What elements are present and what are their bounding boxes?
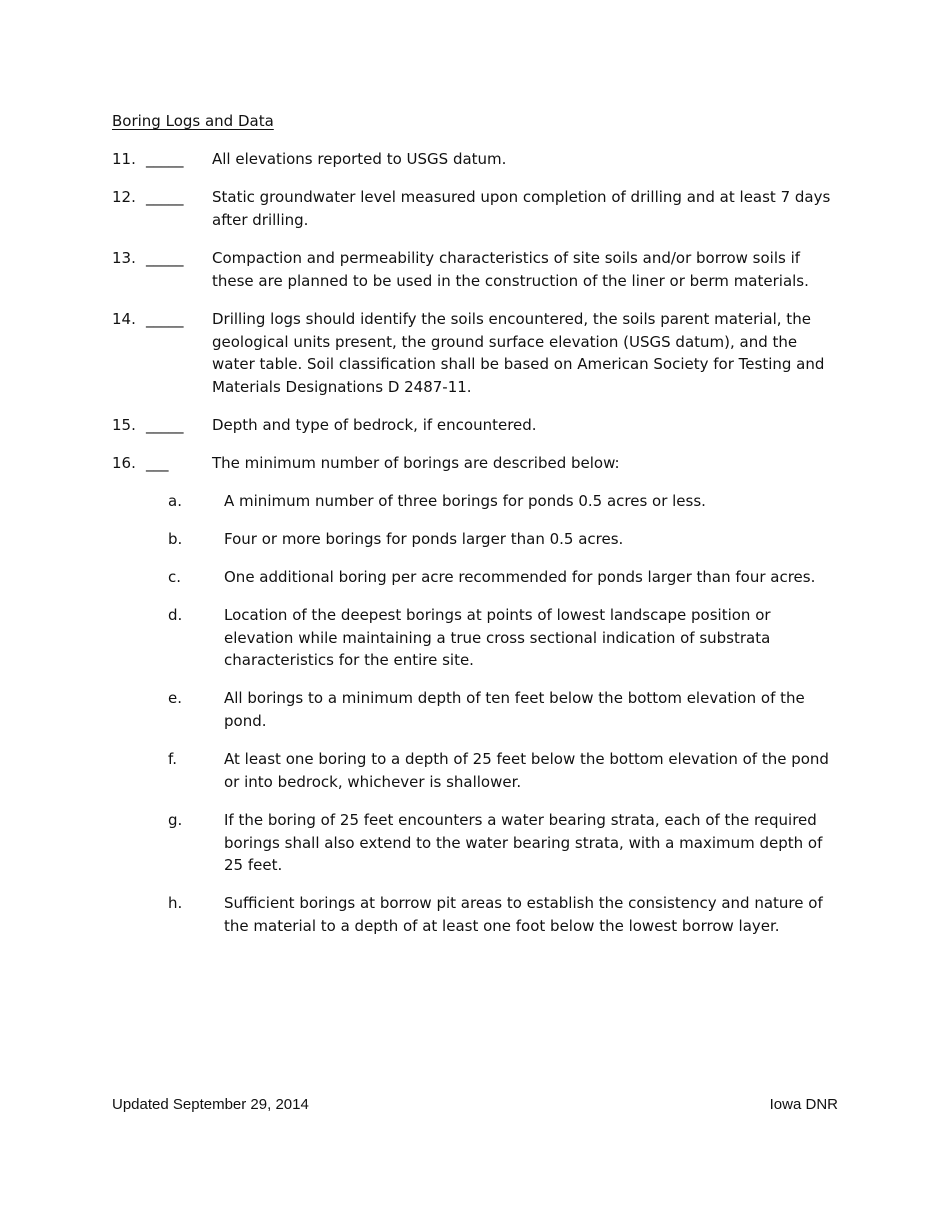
subitem-text: At least one boring to a depth of 25 feet below the bottom elevation of the pond or into bedrock, whichever is shallower. bbox=[224, 750, 829, 791]
subitem-text: Sufficient borings at borrow pit areas to establish the consistency and nature of the material to a depth of at least one foot below the lowest borrow layer. bbox=[224, 894, 823, 935]
subitem-letter: f. bbox=[168, 750, 177, 768]
item-number: 13. bbox=[112, 249, 136, 267]
subitem-letter: g. bbox=[168, 811, 183, 829]
subitem-letter: e. bbox=[168, 689, 182, 707]
subitem-letter: d. bbox=[168, 606, 183, 624]
check-blank: _____ bbox=[146, 150, 184, 168]
footer-agency: Iowa DNR bbox=[769, 1096, 838, 1113]
subitem-text: If the boring of 25 feet encounters a water bearing strata, each of the required borings shall also extend to the water bearing strata, with a maximum depth of 25 feet. bbox=[224, 811, 823, 874]
check-blank: _____ bbox=[146, 416, 184, 434]
item-number: 14. bbox=[112, 310, 136, 328]
check-blank: _____ bbox=[146, 310, 184, 328]
subitem-letter: b. bbox=[168, 530, 183, 548]
item-number: 15. bbox=[112, 416, 136, 434]
subitem-text: All borings to a minimum depth of ten feet below the bottom elevation of the pond. bbox=[224, 689, 805, 730]
subitem-text: Location of the deepest borings at points of lowest landscape position or elevation while maintaining a true cross sectional indication of substrata characteristics for the entire site. bbox=[224, 606, 771, 669]
item-text: The minimum number of borings are described below: bbox=[212, 454, 620, 472]
subitem-letter: c. bbox=[168, 568, 182, 586]
check-blank: ___ bbox=[146, 454, 169, 472]
subitem-text: Four or more borings for ponds larger than 0.5 acres. bbox=[224, 530, 624, 548]
subitem-text: One additional boring per acre recommended for ponds larger than four acres. bbox=[224, 568, 816, 586]
footer-updated-date: Updated September 29, 2014 bbox=[112, 1096, 309, 1113]
section-heading: Boring Logs and Data bbox=[112, 112, 274, 130]
item-number: 11. bbox=[112, 150, 136, 168]
subitem-letter: a. bbox=[168, 492, 182, 510]
subitem-letter: h. bbox=[168, 894, 183, 912]
item-number: 12. bbox=[112, 188, 136, 206]
item-number: 16. bbox=[112, 454, 136, 472]
item-text: Compaction and permeability characteristics of site soils and/or borrow soils if these are planned to be used in the construction of the liner or berm materials. bbox=[212, 249, 809, 290]
item-text: Drilling logs should identify the soils encountered, the soils parent material, the geological units present, the ground surface elevation (USGS datum), and the water table. Soil classification shall be based on American Society for Testing and Materials Designations D 2487-11. bbox=[212, 310, 825, 396]
item-text: Depth and type of bedrock, if encountered. bbox=[212, 416, 537, 434]
subitem-text: A minimum number of three borings for ponds 0.5 acres or less. bbox=[224, 492, 706, 510]
item-text: All elevations reported to USGS datum. bbox=[212, 150, 507, 168]
check-blank: _____ bbox=[146, 249, 184, 267]
check-blank: _____ bbox=[146, 188, 184, 206]
item-text: Static groundwater level measured upon completion of drilling and at least 7 days after drilling. bbox=[212, 188, 831, 229]
